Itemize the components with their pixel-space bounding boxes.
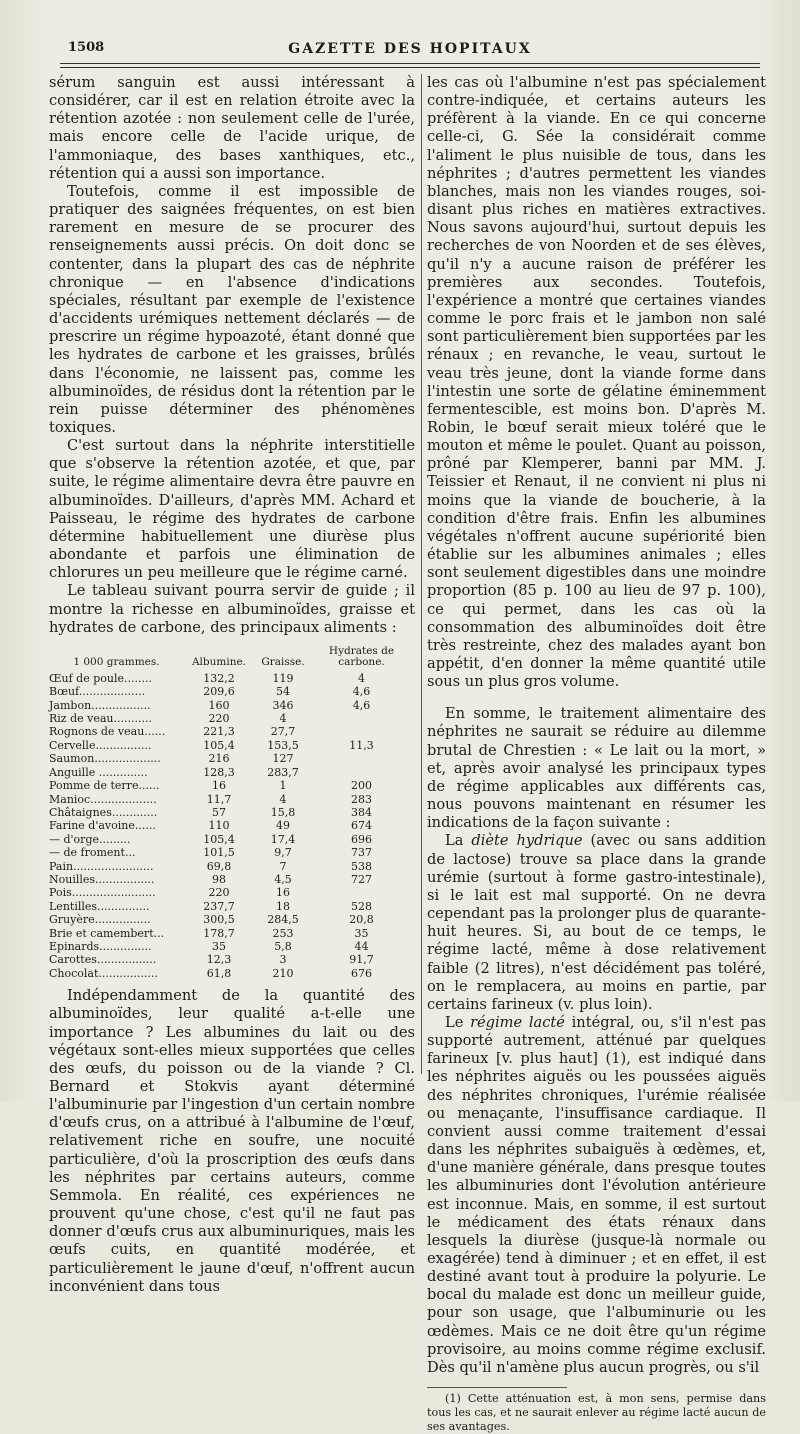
right-column	[427, 74, 766, 1434]
cell-hydrates	[312, 712, 411, 725]
cell-graisse: 3	[279, 953, 287, 967]
left-column	[49, 74, 415, 1296]
table-row	[49, 672, 411, 685]
cell-albumine: 209,6	[203, 685, 235, 699]
cell-name: Riz de veau...........	[49, 712, 152, 726]
table-row	[49, 953, 411, 966]
cell-graisse: 284,5	[267, 913, 299, 927]
italic-term: diète hydrique	[471, 832, 583, 850]
table-row	[49, 766, 411, 779]
cell-albumine: 300,5	[203, 913, 235, 927]
text: Le	[445, 1013, 471, 1031]
cell-graisse: 18	[276, 899, 290, 913]
header-food: 1 000 grammes.	[73, 655, 160, 668]
table-row	[49, 913, 411, 926]
cell-albumine: 128,3	[203, 765, 235, 779]
column-divider	[421, 74, 422, 1074]
paragraph: Toutefois, comme il est impossible de pratiquer des saignées fréquentes, on est bien rarement en mesure de se procurer des renseignements aussi précis. On doit donc se contenter, dans la plupart des cas de néphrite chronique — en l'absence d'indications spéciales, résultant par exemple de l'existence d'accidents urémiques nettement déclarés — de prescrire un régime hypoazoté, étant donné que les hydrates de carbone et les graisses, brûlés dans l'économie, ne laissent pas, comme les albuminoïdes, de résidus dont la rétention par le rein puisse déterminer des phénomènes toxiques.	[49, 182, 415, 436]
cell-albumine: 237,7	[203, 899, 235, 913]
cell-albumine: 35	[212, 939, 226, 953]
cell-name: Pois........................	[49, 886, 156, 900]
cell-hydrates: 4,6	[352, 685, 371, 699]
nutrition-table	[49, 645, 411, 980]
cell-name: Chocolat.................	[49, 966, 158, 980]
cell-albumine: 57	[212, 805, 226, 819]
cell-albumine: 220	[208, 886, 230, 900]
cell-name: Pain.......................	[49, 859, 154, 873]
cell-hydrates: 283	[351, 792, 372, 806]
cell-albumine: 221,3	[203, 725, 235, 739]
cell-graisse: 49	[276, 819, 290, 833]
table-row	[49, 846, 411, 859]
table-row	[49, 806, 411, 819]
cell-graisse: 17,4	[270, 832, 296, 846]
table-row	[49, 752, 411, 765]
cell-graisse: 253	[272, 926, 294, 940]
text: intégral, ou, s'il n'est pas supporté autrement, atténué par quelques farineux [v. plus haut] (1), est indiqué dans les néphrites aiguës ou les poussées aiguës des néphrites chroniques, l'urémie réalisée ou menaçante, l'insuffisance cardiaque. Il convient aussi comme traitement d'essai dans les néphrites subaiguës à œdèmes, et, d'une manière générale, dans presque toutes les albuminuries dont l'évolution antérieure est inconnue. Mais, en somme, il est surtout le médicament des états rénaux dans lesquels la diurèse (jusque-là normale ou exagérée) tend à diminuer ; et en effet, il est destiné avant tout à produire la polyurie. Le bocal du malade est donc un meilleur guide, pour son usage, que l'albuminurie ou les œdèmes. Mais ce ne doit être qu'un régime provisoire, au moins comme régime exclusif. Dès qu'il n'amène plus aucun progrès, ou s'il	[427, 1013, 767, 1376]
cell-name: Saumon...................	[49, 752, 161, 766]
cell-name: Epinards...............	[49, 939, 152, 953]
cell-albumine: 216	[208, 752, 230, 766]
cell-hydrates: 4,6	[352, 698, 371, 712]
cell-hydrates: 91,7	[349, 953, 374, 967]
cell-hydrates: 35	[354, 926, 369, 940]
cell-hydrates: 20,8	[349, 913, 374, 927]
cell-albumine: 105,4	[203, 832, 235, 846]
cell-hydrates: 696	[351, 832, 372, 846]
cell-albumine: 105,4	[203, 738, 235, 752]
cell-name: Bœuf...................	[49, 685, 146, 699]
table-row	[49, 873, 411, 886]
cell-graisse: 15,8	[270, 805, 296, 819]
cell-hydrates	[312, 766, 411, 779]
cell-hydrates: 538	[351, 859, 372, 873]
table-row	[49, 860, 411, 873]
cell-graisse: 1	[279, 779, 287, 793]
table-row	[49, 833, 411, 846]
cell-name: Anguille ..............	[49, 765, 148, 779]
table-row	[49, 712, 411, 725]
cell-albumine: 220	[208, 712, 230, 726]
cell-graisse: 346	[272, 698, 294, 712]
paragraph	[427, 832, 766, 1014]
table-row	[49, 699, 411, 712]
footnote: (1) Cette atténuation est, à mon sens, permise dans tous les cas, et ne saurait enlever au régime lacté aucun de ses avantages.	[427, 1392, 766, 1434]
cell-graisse: 5,8	[274, 939, 292, 953]
header-rule	[60, 63, 760, 64]
cell-hydrates: 528	[351, 899, 372, 913]
cell-hydrates: 737	[351, 846, 372, 860]
header-graisse: Graisse.	[261, 655, 305, 668]
table-row	[49, 793, 411, 806]
text: (avec ou sans addition de lactose) trouve sa place dans la grande urémie (surtout à forme gastro-intestinale), si le lait est mal supporté. On ne devra cependant pas la prolonger plus de quarante-huit heures. Si, au bout de ce temps, le régime lacté, même à dose relativement faible (2 litres), n'est décidément pas toléré, on le remplacera, au moins en partie, par certains farineux (v. plus loin).	[427, 832, 767, 1013]
cell-hydrates	[312, 886, 411, 899]
cell-hydrates: 676	[351, 966, 372, 980]
cell-graisse: 283,7	[267, 765, 299, 779]
cell-name: Manioc...................	[49, 792, 157, 806]
cell-graisse: 4,5	[274, 872, 292, 886]
table-row	[49, 725, 411, 738]
cell-albumine: 61,8	[206, 966, 232, 980]
table-row	[49, 886, 411, 899]
text: La	[445, 832, 472, 850]
cell-graisse: 4	[279, 792, 287, 806]
paragraph: sérum sanguin est aussi intéressant à considérer, car il est en relation étroite avec la rétention azotée : non seulement celle de l'urée, mais encore celle de l'acide urique, de l'ammoniaque, des bases xanthiques, etc., rétention qui a aussi son importance.	[49, 74, 415, 182]
cell-name: Jambon.................	[49, 698, 151, 712]
cell-albumine: 110	[208, 819, 230, 833]
running-title: GAZETTE DES HOPITAUX	[288, 41, 532, 57]
cell-albumine: 178,7	[203, 926, 235, 940]
table-row	[49, 927, 411, 940]
cell-hydrates: 200	[351, 779, 372, 793]
cell-albumine: 132,2	[203, 671, 235, 685]
table-row	[49, 900, 411, 913]
page-header	[60, 40, 760, 62]
cell-albumine: 69,8	[206, 859, 232, 873]
cell-name: Farine d'avoine......	[49, 819, 156, 833]
table-row	[49, 779, 411, 792]
cell-hydrates	[312, 752, 411, 765]
cell-name: Châtaignes.............	[49, 805, 158, 819]
cell-graisse: 27,7	[270, 725, 296, 739]
paragraph	[427, 1014, 766, 1377]
header-rule-double	[60, 67, 760, 68]
cell-name: Nouilles.................	[49, 872, 155, 886]
italic-term: régime lacté	[470, 1013, 565, 1031]
table-row	[49, 819, 411, 832]
cell-graisse: 119	[272, 671, 294, 685]
table-row	[49, 685, 411, 698]
table-row	[49, 940, 411, 953]
cell-name: — de froment...	[49, 846, 136, 860]
page-number: 1508	[68, 40, 105, 55]
table-row	[49, 739, 411, 752]
cell-hydrates: 11,3	[349, 738, 374, 752]
cell-name: — d'orge.........	[49, 832, 131, 846]
paragraph: les cas où l'albumine n'est pas spécialement contre-indiquée, et certains auteurs les préfèrent à la viande. En ce qui concerne celle-ci, G. Sée la considérait comme l'aliment le plus nuisible de tous, dans les néphrites ; d'autres permettent les viandes blanches, mais non les viandes rouges, soi-disant plus riches en matières extractives. Nous savons aujourd'hui, surtout depuis les recherches de von Noorden et de ses élèves, qu'il n'y a aucune raison de préférer les premières aux secondes. Toutefois, l'expérience a montré que certaines viandes comme le porc frais et le jambon non salé sont particulièrement bien supportées par les rénaux ; en revanche, le veau, surtout le veau très jeune, dont la viande forme dans l'intestin une sorte de gélatine éminemment fermentescible, est moins bon. D'après M. Robin, le bœuf serait mieux toléré que le mouton et même le poulet. Quant au poisson, prôné par Klemperer, banni par MM. J. Teissier et Renaut, il ne convient ni plus ni moins que la viande de boucherie, à la condition d'être frais. Enfin les albumines végétales n'offrent aucune supériorité bien établie sur les albumines animales ; elles sont seulement digestibles dans une moindre proportion (85 p. 100 au lieu de 97 p. 100), ce qui permet, dans les cas où la consommation des albuminoïdes doit être très restreinte, chez des malades ayant bon appétit, d'en donner la même quantité utile sous un plus gros volume.	[427, 74, 766, 691]
cell-albumine: 11,7	[206, 792, 232, 806]
cell-hydrates: 4	[358, 671, 365, 685]
cell-albumine: 160	[208, 698, 230, 712]
cell-albumine: 12,3	[206, 953, 232, 967]
cell-graisse: 54	[276, 685, 290, 699]
cell-graisse: 153,5	[267, 738, 299, 752]
cell-hydrates: 727	[351, 872, 372, 886]
cell-albumine: 98	[212, 872, 226, 886]
cell-name: Carottes.................	[49, 953, 157, 967]
table-header-row	[49, 645, 411, 672]
cell-name: Pomme de terre......	[49, 779, 160, 793]
cell-name: Cervelle................	[49, 738, 152, 752]
cell-name: Gruyère................	[49, 913, 151, 927]
cell-albumine: 16	[212, 779, 226, 793]
cell-hydrates: 674	[351, 819, 372, 833]
cell-hydrates	[312, 725, 411, 738]
cell-graisse: 7	[279, 859, 287, 873]
header-albumine: Albumine.	[191, 655, 247, 668]
header-hydrates: Hydrates de carbone.	[328, 644, 395, 668]
cell-name: Lentilles...............	[49, 899, 150, 913]
cell-name: Brie et camembert...	[49, 926, 165, 940]
cell-graisse: 4	[279, 712, 287, 726]
paragraph: En somme, le traitement alimentaire des néphrites ne saurait se réduire au dilemme brutal de Chrestien : « Le lait ou la mort, » et, après avoir analysé les principaux types de régime applicables aux différents cas, nous pouvons maintenant en résumer les indications de la façon suivante :	[427, 705, 766, 832]
cell-graisse: 9,7	[274, 846, 292, 860]
footnote-rule	[427, 1387, 567, 1388]
table-row	[49, 967, 411, 980]
paragraph: Indépendamment de la quantité des albuminoïdes, leur qualité a-t-elle une importance ? Les albumines du lait ou des végétaux sont-elles mieux supportées que celles des œufs, du poisson ou de la viande ? Cl. Bernard et Stokvis ayant déterminé l'albuminurie par l'ingestion d'un certain nombre d'œufs crus, on a attribué à l'albumine de l'œuf, relativement riche en soufre, une nocuité particulière, d'où la proscription des œufs dans les néphrites par certains auteurs, comme Semmola. En réalité, ces expériences ne prouvent qu'une chose, c'est qu'il ne faut pas donner d'œufs crus aux albuminuriques, mais les œufs cuits, en quantité modérée, et particulièrement le jaune d'œuf, n'offrent aucun inconvénient dans tous	[49, 987, 415, 1295]
cell-hydrates: 44	[354, 939, 369, 953]
paragraph: C'est surtout dans la néphrite interstitielle que s'observe la rétention azotée, et que, par suite, le régime alimentaire devra être pauvre en albuminoïdes. D'ailleurs, d'après MM. Achard et Paisseau, le régime des hydrates de carbone détermine habituellement une diurèse plus abondante et parfois une élimination de chlorures un peu meilleure que le régime carné.	[49, 437, 415, 582]
cell-graisse: 210	[272, 966, 294, 980]
cell-hydrates: 384	[351, 805, 372, 819]
cell-albumine: 101,5	[203, 846, 235, 860]
cell-graisse: 127	[272, 752, 294, 766]
cell-name: Rognons de veau......	[49, 725, 166, 739]
cell-graisse: 16	[276, 886, 290, 900]
cell-name: Œuf de poule........	[49, 671, 152, 685]
paragraph: Le tableau suivant pourra servir de guide ; il montre la richesse en albuminoïdes, graisse et hydrates de carbone, des principaux aliments :	[49, 582, 415, 636]
